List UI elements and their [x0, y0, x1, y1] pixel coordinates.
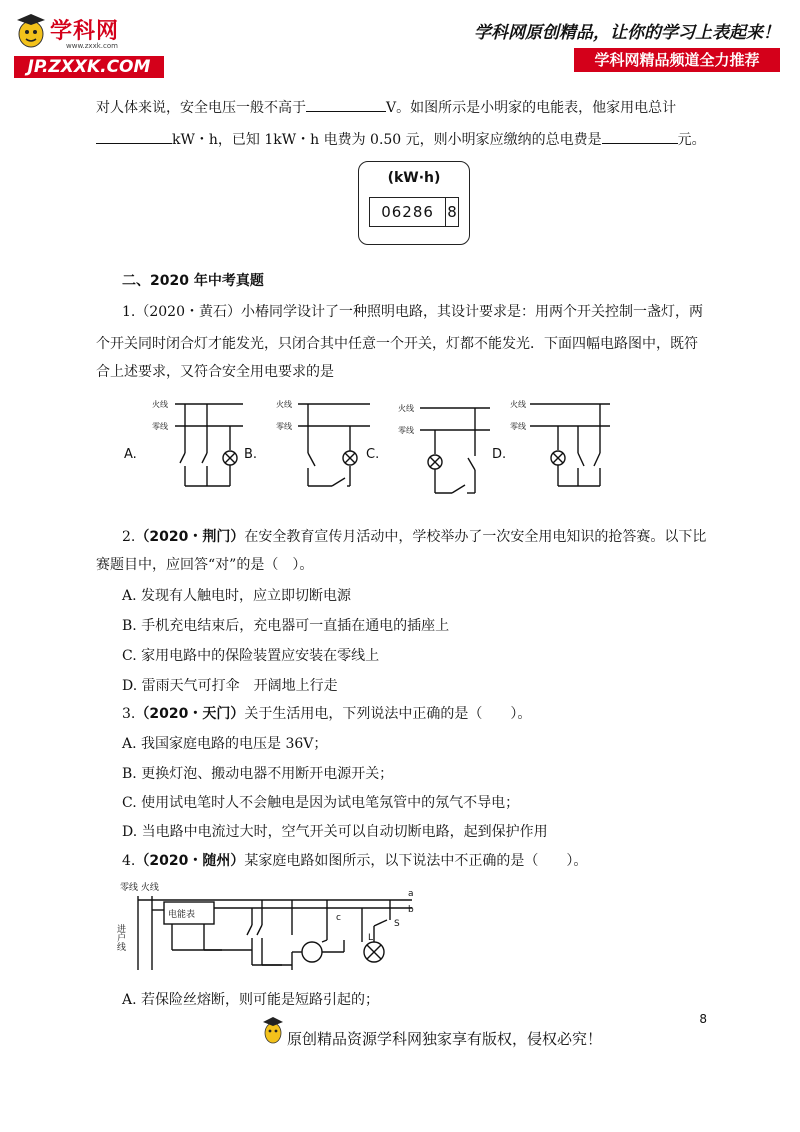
- q4-home-circuit-diagram: [112, 880, 422, 980]
- meter-digits: 06286: [370, 198, 446, 226]
- q1-c-neutral-label: 零线: [398, 426, 414, 435]
- q2-option-d: D. 雷雨天气可打伞 开阔地上行走: [122, 678, 338, 694]
- mascot-icon: [262, 1016, 284, 1046]
- q1-circuit-diagrams: [110, 388, 630, 498]
- q2-source: （2020・荆门）: [135, 529, 245, 545]
- q4-source: （2020・随州）: [135, 853, 245, 869]
- q1-option-c: C.: [366, 447, 380, 462]
- q4-label-c: c: [336, 913, 341, 923]
- q1-c-live-label: 火线: [398, 404, 414, 413]
- q4-label-l: L: [368, 933, 374, 943]
- q3-option-d: D. 当电路中电流过大时，空气开关可以自动切断电路，起到保护作用: [122, 824, 548, 840]
- header-banner: 学科网精品频道全力推荐: [574, 48, 780, 72]
- intro-line-2: [96, 129, 706, 150]
- logo-text: 学科网: [50, 19, 120, 44]
- q1-a-live-label: 火线: [152, 400, 168, 409]
- q2-line-2: 赛题目中，应回答“对”的是（ ）。: [96, 557, 314, 573]
- q4-line-1: [122, 851, 587, 871]
- header-slogan: 学科网原创精品，让你的学习上表起来！: [474, 23, 780, 43]
- footer-copyright: 原创精品资源学科网独家享有版权，侵权必究！: [287, 1030, 603, 1048]
- meter-decimal: 8: [447, 203, 457, 221]
- q3-number: 3.: [122, 706, 136, 722]
- q3-option-c: C. 使用试电笔时人不会触电是因为试电笔氖管中的氖气不导电；: [122, 795, 520, 811]
- intro-text: V。如图所示是小明家的电能表，他家用电总计: [386, 100, 677, 116]
- q4-entry-label: 进户线: [115, 924, 125, 951]
- q3-text: 关于生活用电，下列说法中正确的是（ ）。: [244, 706, 532, 722]
- q2-text: 在安全教育宣传月活动中，学校举办了一次安全用电知识的抢答赛。以下比: [244, 529, 707, 545]
- q2-line-1: [122, 527, 706, 547]
- meter-unit: (kW·h): [387, 170, 441, 186]
- q1-option-b: B.: [244, 447, 258, 462]
- q4-neutral-live-label: 零线 火线: [120, 883, 159, 893]
- q3-option-a: A. 我国家庭电路的电压是 36V；: [122, 736, 328, 752]
- q1-option-a: A.: [124, 447, 137, 462]
- q1-d-neutral-label: 零线: [510, 422, 526, 431]
- q4-number: 4.: [122, 853, 136, 869]
- q4-label-a: a: [408, 889, 414, 899]
- q4-option-a: A. 若保险丝熔断，则可能是短路引起的；: [122, 992, 380, 1008]
- q4-text: 某家庭电路如图所示，以下说法中不正确的是（ ）。: [244, 853, 588, 869]
- intro-text: 元。: [677, 132, 706, 148]
- q3-option-b: B. 更换灯泡、搬动电器不用断开电源开关；: [122, 766, 394, 782]
- mascot-icon: [14, 12, 48, 52]
- q2-option-b: B. 手机充电结束后，充电器可一直插在通电的插座上: [122, 618, 450, 634]
- q4-meter-label: 电能表: [168, 910, 196, 920]
- page-number: 8: [699, 1012, 707, 1026]
- q1-b-live-label: 火线: [276, 400, 292, 409]
- logo-url: JP.ZXXK.COM: [14, 56, 164, 78]
- q2-option-c: C. 家用电路中的保险装置应安装在零线上: [122, 648, 380, 664]
- q2-option-a: A. 发现有人触电时，应立即切断电源: [122, 588, 352, 604]
- q1-option-d: D.: [492, 447, 507, 462]
- q1-b-neutral-label: 零线: [276, 422, 292, 431]
- q1-line-3: 合上述要求，又符合安全用电要求的是: [96, 364, 334, 380]
- answer-blank: [306, 97, 386, 112]
- q1-d-live-label: 火线: [510, 400, 526, 409]
- logo-subtext: www.zxxk.com: [66, 42, 118, 50]
- energy-meter-figure: [358, 161, 470, 245]
- q1-a-neutral-label: 零线: [152, 422, 168, 431]
- q2-number: 2.: [122, 529, 136, 545]
- intro-text: kW・h，已知 1kW・h 电费为 0.50 元，则小明家应缴纳的总电费是: [172, 132, 602, 148]
- q3-source: （2020・天门）: [135, 706, 245, 722]
- meter-readout: [369, 197, 459, 227]
- q1-line-1: 1.（2020・黄石）小椿同学设计了一种照明电路，其设计要求是：用两个开关控制一盏灯，两: [122, 304, 703, 320]
- q1-line-2: 个开关同时闭合灯才能发光，只闭合其中任意一个开关，灯都不能发光．下面四幅电路图中，既符: [96, 336, 698, 352]
- answer-blank: [96, 129, 172, 144]
- section-title: 二、2020 年中考真题: [122, 273, 264, 289]
- q4-label-b: b: [408, 905, 414, 915]
- intro-line-1: [96, 97, 676, 118]
- q4-label-s: S: [394, 919, 400, 929]
- answer-blank: [602, 129, 678, 144]
- intro-text: 对人体来说，安全电压一般不高于: [96, 100, 306, 116]
- q3-line-1: [122, 704, 531, 724]
- site-logo[interactable]: [14, 12, 164, 76]
